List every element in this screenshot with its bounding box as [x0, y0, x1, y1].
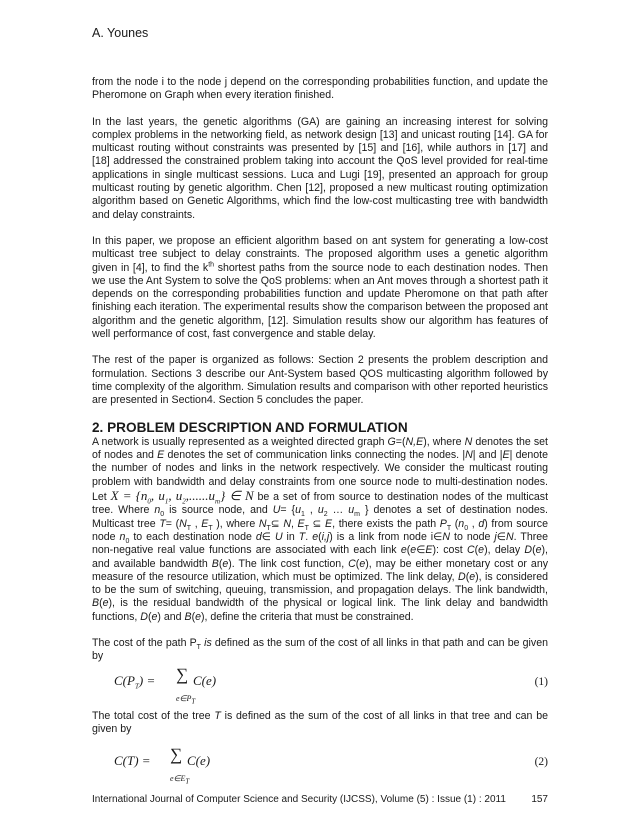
- section-heading: 2. PROBLEM DESCRIPTION AND FORMULATION: [92, 419, 408, 435]
- paragraph-4: The rest of the paper is organized as follows: Section 2 presents the problem description and formulation. Sections 3 describe our Ant-System based QOS multicasting algorithm followed by time complexity of the algorithm. Simulation results and comparison with other reported heuristics are presented in Section4. Section 5 concludes the paper.: [92, 354, 548, 407]
- set-x-formula: $X = \{n_0$, $u_1$, $u_2,......u_m$} ∈ N: [110, 488, 254, 506]
- tree-cost-intro: The total cost of the tree T is defined as the sum of the cost of all links in that tree and can be given by: [92, 709, 548, 735]
- kth-superscript: th: [208, 261, 215, 269]
- equation-1-number: (1): [534, 675, 548, 688]
- page-number: 157: [531, 794, 548, 805]
- running-head-author: A. Younes: [92, 26, 149, 40]
- equation-1-lhs: $C(P_T)$ =: [114, 672, 156, 691]
- paragraph-3-part-a: In this paper, we propose an efficient algorithm based on ant system for generating a low-cost multicast tree subject to delay constraints. The proposed algorithm uses a genetic algorithm given in [4], to find the k: [92, 234, 548, 274]
- paragraph-2: In the last years, the genetic algorithms (GA) are gaining an increasing interest for solving complex problems in the networking field, as network design [13] and unicast routing [14]. GA for multicast routing without constraints was presented by [15] and [16], while authors in [17] and [18] addressed the constrained problem taking into account the QoS level provided for real-time applications in single multicast sessions. Luca and Lugi [19], presented an approach for group multicast routing by genetic algorithm. Chen [12], proposed a new multicast routing optimization algorithm based on Genetic Algorithms, which find the low-cost multicasting tree with bandwidth and delay constraints.: [92, 115, 548, 221]
- paragraph-3-part-b: shortest paths from the source node to each destination nodes. Then we use the Ant System to solve the QoS problems: when an Ant moves through a shortest path it depends on the corresponding probabilities function and update Pheromone on that path after finishing each iteration. The experimental results show the comparison between the proposed ant algorithm and the genetic algorithm, [12]. Simulation results show our algorithm has features of well performance of cost, fast convergence and stable delay.: [92, 261, 548, 341]
- formulation-paragraph: A network is usually represented as a weighted directed graph G=(N,E), where N denotes the set of nodes and E denotes the set of communication links connecting the nodes. |N| and |E| denote the number of nodes and links in the network respectively. We consider the multicast routing problem with bandwidth and delay constraints from one source node to multi-destination nodes. Let $X = \{n_0$, $u_1$, $u_2,......u_m$} ∈ N be a set of from source to destination nodes of the multicast tree. Where $n_0$ is source node, and $U= \{u_1$ , $u_2$ … $u_m$ } denotes a set of destination nodes. Multicast tree $T= (N_T$ , $E_T$ ), where $N_T⊆$ N, $E_T$ ⊆ E, there exists the path $P_T$ ($n_0$ , d) from source node $n_0$ to each destination node d∈ U in T. e(i,j) is a link from node i∈N to node j∈N. Three non-negative real value functions are associated with each link e(e∈E): cost C(e), delay D(e), and available bandwidth B(e). The link cost function, C(e), may be either monetary cost or any measure of the resource utilization, which must be optimized. The link delay, D(e), is considered to be the sum of switching, queuing, transmission, and propagation delays. The link bandwidth, B(e), is the residual bandwidth of the physical or logical link. The link delay and bandwidth functions, D(e) and B(e), define the criteria that must be constrained.: [92, 435, 549, 623]
- equation-1: [92, 664, 548, 708]
- paragraph-3: [92, 235, 548, 341]
- equation-2: [92, 745, 548, 788]
- equation-2-lhs: C(T) =: [114, 753, 151, 769]
- equation-2-number: (2): [534, 756, 548, 769]
- page-body: [92, 76, 548, 790]
- page-footer: [92, 794, 548, 805]
- equation-2-term: C(e): [187, 753, 211, 769]
- equation-1-sum-index: $e\in P_T$: [176, 693, 196, 706]
- equation-1-term: C(e): [193, 672, 217, 688]
- equation-2-sum-index: $e\in E_T$: [170, 774, 190, 786]
- footer-journal: International Journal of Computer Science and Security (IJCSS), Volume (5) : Issue (1) : 2011: [92, 794, 506, 805]
- paragraph-1: from the node i to the node j depend on the corresponding probabilities function, and update the Pheromone on Graph when every iteration finished.: [92, 76, 548, 102]
- equation-1-sum-sign: ∑: [176, 664, 189, 684]
- path-cost-intro: The cost of the path $P_T$ is defined as the sum of the cost of all links in that path and can be given by: [92, 636, 548, 663]
- equation-2-sum-sign: ∑: [170, 745, 183, 765]
